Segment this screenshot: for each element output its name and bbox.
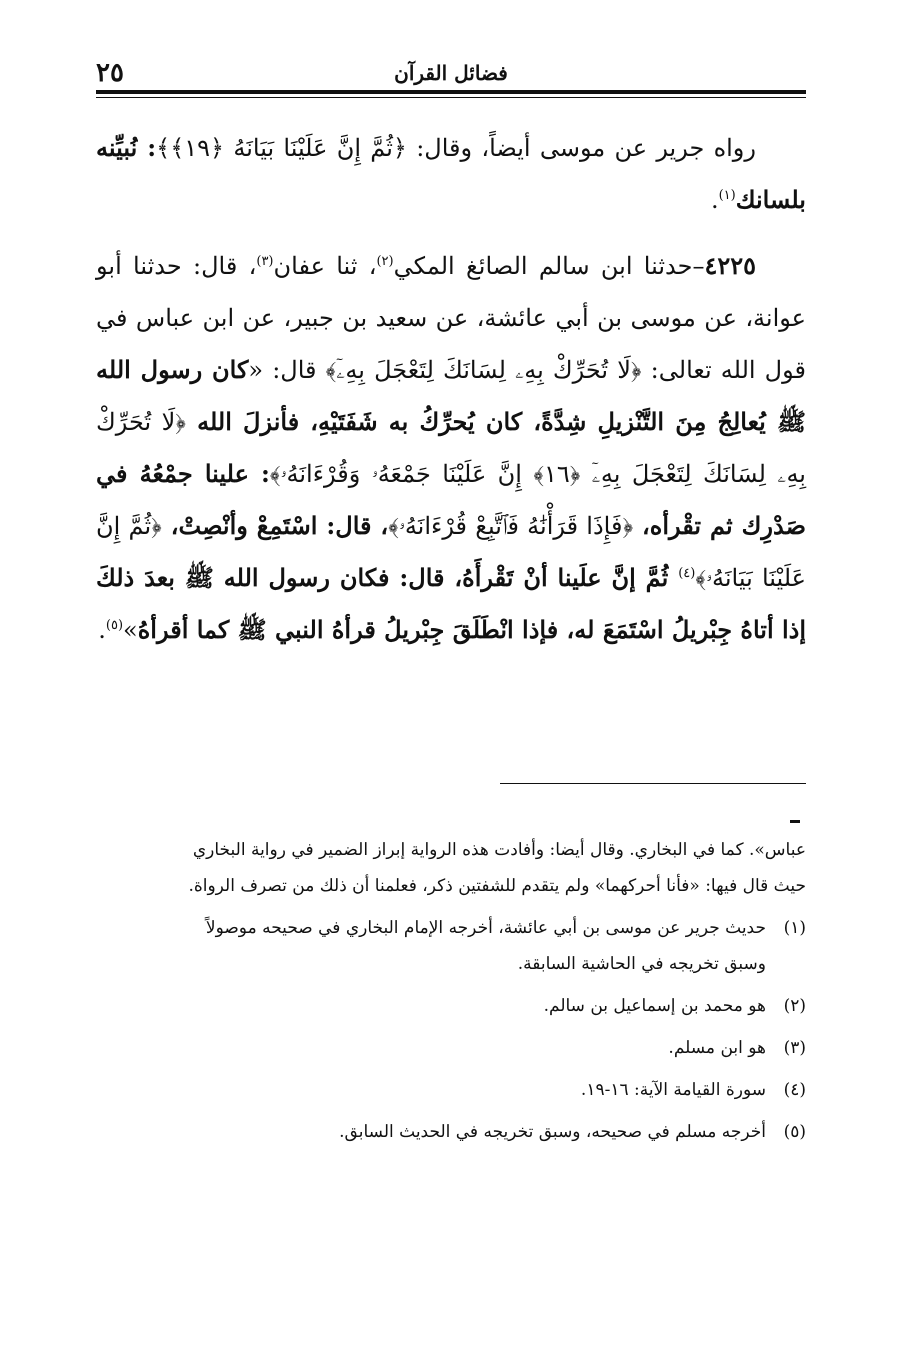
footnote-2-text: هو محمد بن إسماعيل بن سالم. [543,996,766,1016]
footnote-continuation-line-1: عباس». كما في البخاري. وقال أيضا: وأفادت هذه الرواية إبراز الضمير في رواية البخاري [192,840,806,860]
p2-bold-2: : علينا جمْعُهُ في صَدْرِك ثم تقْرأه، [96,459,806,540]
footnote-ref-3[interactable]: (٣) [256,254,274,269]
footnote-continuation-mark [790,820,800,823]
footnote-1-marker: (١) [783,918,806,938]
footnote-2 [96,988,806,1024]
paragraph-1 [96,122,806,226]
footnote-5-marker: (٥) [783,1122,806,1142]
footnote-ref-1[interactable]: (١) [718,188,736,203]
page-number: ٢٥ [96,58,124,88]
footnote-1-line-2: وسبق تخريجه في الحاشية السابقة. [517,954,766,974]
p2-quran-quote-1: ﴿لَا تُحَرِّكْ بِهِۦ لِسَانَكَ لِتَعْجَلَ بِهِۦٓ﴾ [325,356,642,384]
hadith-number: ٤٢٢٥ [704,251,757,280]
footnote-1-line-1: حديث جرير عن موسى بن أبي عائشة، أخرجه الإمام البخاري في صحيحه موصولاً [205,918,766,938]
footnote-3-text: هو ابن مسلم. [668,1038,766,1058]
footnotes [96,832,806,1150]
p2-text-1: –حدثنا ابن سالم الصائغ المكي [393,252,705,280]
footnote-4 [96,1072,806,1108]
header-rule-thick [96,90,806,94]
footnote-continuation-line-2: حيث قال فيها: «فأنا أحركهما» ولم يتقدم للشفتين ذكر، فعلمنا أن ذلك من تصرف الرواة. [188,876,806,896]
p2-text-3: ، قال: حدثنا أبو عوانة، عن موسى بن أبي عائشة، عن سعيد بن جبير، عن ابن عباس في قول الله تعالى: [96,252,806,384]
footnote-1 [96,910,806,982]
footnote-4-text: سورة القيامة الآية: ١٦-١٩. [580,1080,766,1100]
p2-bold-1: كان رسول الله ﷺ يُعالِجُ مِنَ التَّنْزيلِ شِدَّةً، كان يُحرِّكُ به شَفَتَيْهِ، فأنزلَ الله [96,355,806,436]
footnote-ref-2[interactable]: (٢) [376,254,394,269]
p2-text-5: » [123,616,138,644]
p1-quran-quote: ﴿ثُمَّ إِنَّ عَلَيْنَا بَيَانَهُ ﴿١٩﴾﴾ [156,134,407,162]
footnote-2-marker: (٢) [783,996,806,1016]
p2-end: . [98,616,106,644]
p1-end: . [710,186,719,214]
footnote-separator [500,783,806,784]
p2-text-2: ، ثنا عفان [273,252,377,280]
page-header [96,58,806,88]
p2-quran-quote-4: ﴿ثُمَّ إِنَّ عَلَيْنَا بَيَانَهُۥ﴾ [96,512,807,592]
p2-bold-3: ، قال: اسْتَمِعْ وأنْصِتْ، [161,511,389,540]
paragraph-2 [96,240,806,656]
footnote-5-text: أخرجه مسلم في صحيحه، وسبق تخريجه في الحديث السابق. [339,1122,766,1142]
footnote-ref-5[interactable]: (٥) [105,618,124,633]
p1-text-1: رواه جرير عن موسى أيضاً، وقال: [406,134,756,162]
p2-quran-quote-3: ﴿فَإِذَا قَرَأْنَٰهُ فَٱتَّبِعْ قُرْءَانَهُۥ﴾ [388,512,634,540]
footnote-4-marker: (٤) [783,1080,806,1100]
footnote-3 [96,1030,806,1066]
running-title: فضائل القرآن [394,61,508,85]
main-text [96,122,806,670]
footnote-ref-4[interactable]: (٤) [678,566,696,581]
p1-text-2: : نُبيِّنه بلسانك [96,133,806,214]
p2-quran-quote-2: ﴿لَا تُحَرِّكْ بِهِۦ لِسَانَكَ لِتَعْجَلَ بِهِۦٓ ﴿١٦﴾ إِنَّ عَلَيْنَا جَمْعَهُۥ وَقُرْءَانَهُۥ﴾ [96,408,806,488]
p2-text-4: قال: « [248,356,326,384]
p2-bold-4: ثُمَّ إنَّ علَينا أنْ تَقْرأَهُ، قال: فكان رسول الله ﷺ بعدَ ذلكَ إذا أتاهُ جِبْريلُ اسْتَمَعَ له، فإذا انْطَلَقَ جِبْريلُ قرأهُ النبي ﷺ كما أقرأهُ [96,563,806,644]
footnote-3-marker: (٣) [783,1038,806,1058]
header-rule-thin [96,97,806,98]
footnote-5 [96,1114,806,1150]
